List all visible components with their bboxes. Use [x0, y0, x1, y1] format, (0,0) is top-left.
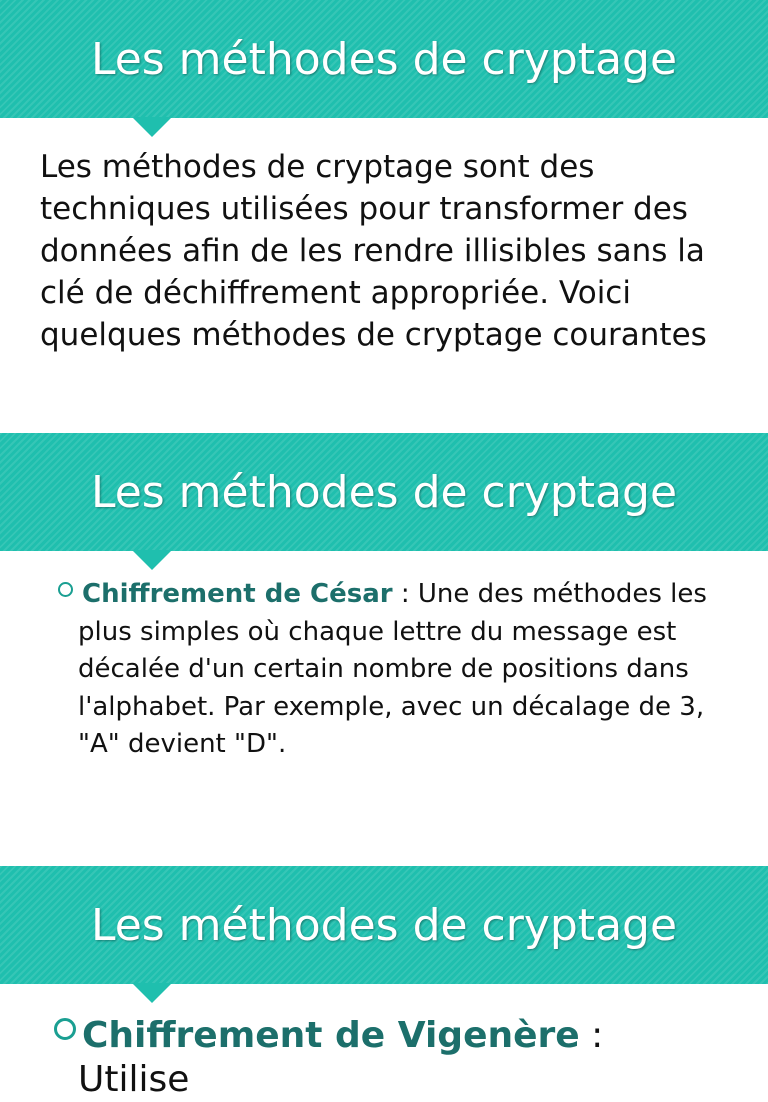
slide-2-bullet-text	[78, 576, 718, 764]
slide-3	[0, 866, 768, 1100]
slide-2-title-banner	[0, 433, 768, 551]
hollow-circle-bullet-icon	[58, 582, 73, 597]
slide-1-banner-notch	[132, 117, 172, 137]
slide-2-bullet-term: Chiffrement de César	[82, 579, 393, 609]
slide-1-title: Les méthodes de cryptage	[90, 34, 678, 85]
slide-2	[0, 433, 768, 866]
slide-3-bullet-item	[58, 1014, 718, 1102]
slide-3-bullet-term: Chiffrement de Vigenère	[82, 1015, 580, 1056]
slide-1-body-text: Les méthodes de cryptage sont des techniques utilisées pour transformer des données afin de les rendre illisibles sans la clé de déchiffrement appropriée. Voici quelques méthodes de cryptage courantes	[40, 149, 707, 353]
slide-2-bullet-item	[58, 576, 718, 764]
slide-3-title-banner	[0, 866, 768, 984]
slide-2-banner-notch	[132, 550, 172, 570]
slide-2-title: Les méthodes de cryptage	[90, 467, 678, 518]
slide-3-banner-notch	[132, 983, 172, 1003]
slide-3-bullet-description: : Utilise	[78, 1015, 604, 1100]
slide-1	[0, 0, 768, 433]
slide-3-title: Les méthodes de cryptage	[90, 900, 678, 951]
slide-2-bullet-description: : Une des méthodes les plus simples où chaque lettre du message est décalée d'un certain nombre de positions dans l'alphabet. Par exemple, avec un décalage de 3, "A" devient "D".	[78, 579, 707, 759]
hollow-circle-bullet-icon	[54, 1018, 76, 1040]
slide-1-title-banner	[0, 0, 768, 118]
slide-3-bullet-text	[78, 1014, 718, 1102]
